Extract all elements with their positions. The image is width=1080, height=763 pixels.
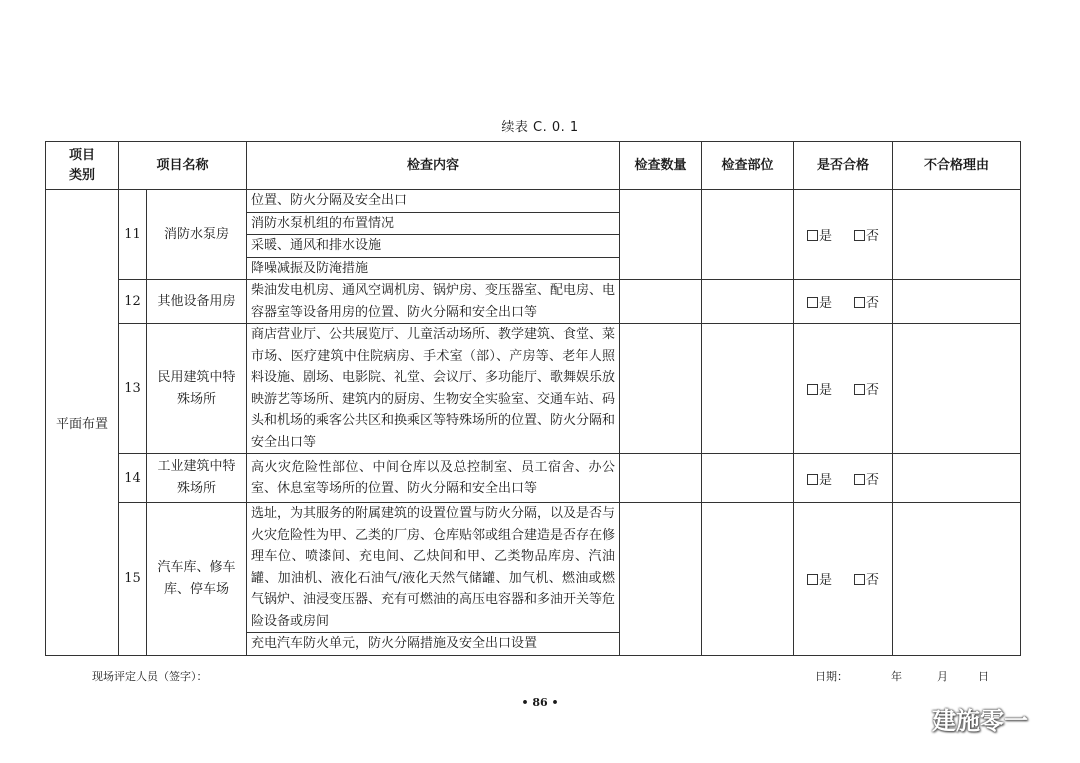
checkbox-icon[interactable] xyxy=(807,384,818,395)
pass-no-label: 否 xyxy=(866,383,880,398)
item-name: 汽车库、修车库、停车场 xyxy=(147,503,247,656)
quantity-cell[interactable] xyxy=(620,190,702,280)
check-content: 充电汽车防火单元，防火分隔措施及安全出口设置 xyxy=(247,633,620,656)
reason-cell[interactable] xyxy=(893,280,1021,324)
pass-no-option[interactable] xyxy=(854,379,879,398)
pass-yes-option[interactable] xyxy=(807,569,832,588)
checkbox-icon[interactable] xyxy=(854,297,865,308)
header-row xyxy=(46,142,1021,190)
table-row xyxy=(46,190,1021,213)
item-name: 消防水泵房 xyxy=(147,190,247,280)
check-content: 降噪减振及防淹措施 xyxy=(247,257,620,280)
inspection-table xyxy=(45,141,1021,656)
table-row xyxy=(46,280,1021,324)
location-cell[interactable] xyxy=(702,503,794,656)
item-number: 11 xyxy=(119,190,147,280)
pass-no-label: 否 xyxy=(866,573,880,589)
pass-no-option[interactable] xyxy=(854,225,879,244)
table-row xyxy=(46,454,1021,503)
wechat-icon xyxy=(898,709,928,735)
pass-cell xyxy=(794,324,893,454)
item-number: 15 xyxy=(119,503,147,656)
item-number: 14 xyxy=(119,454,147,503)
checkbox-icon[interactable] xyxy=(807,574,818,585)
quantity-cell[interactable] xyxy=(620,454,702,503)
check-content: 消防水泵机组的布置情况 xyxy=(247,212,620,235)
header-content: 检查内容 xyxy=(247,142,620,190)
pass-no-label: 否 xyxy=(866,229,880,244)
check-content: 商店营业厅、公共展览厅、儿童活动场所、教学建筑、食堂、菜市场、医疗建筑中住院病房、手术室（部）、产房等、老年人照料设施、剧场、电影院、礼堂、会议厅、多功能厅、歌舞娱乐放映游艺等场所、建筑内的厨房、生物安全实验室、交通车站、码头和机场的乘客公共区和换乘区等特殊场所的位置、防火分隔和安全出口等 xyxy=(247,324,620,454)
quantity-cell[interactable] xyxy=(620,503,702,656)
header-reason: 不合格理由 xyxy=(893,142,1021,190)
pass-yes-label: 是 xyxy=(819,296,833,311)
pass-cell xyxy=(794,503,893,656)
check-content: 采暖、通风和排水设施 xyxy=(247,235,620,258)
check-content: 位置、防火分隔及安全出口 xyxy=(247,190,620,213)
date-month: 月 xyxy=(937,670,948,683)
date-year: 年 xyxy=(891,670,902,683)
checkbox-icon[interactable] xyxy=(854,474,865,485)
checkbox-icon[interactable] xyxy=(807,230,818,241)
header-quantity: 检查数量 xyxy=(620,142,702,190)
checkbox-icon[interactable] xyxy=(854,230,865,241)
table-caption: 续表 C. 0. 1 xyxy=(501,120,579,135)
header-category xyxy=(46,142,119,190)
pass-no-option[interactable] xyxy=(854,469,879,488)
header-pass: 是否合格 xyxy=(794,142,893,190)
item-name: 工业建筑中特殊场所 xyxy=(147,454,247,503)
category-cell: 平面布置 xyxy=(46,190,119,656)
item-name: 民用建筑中特殊场所 xyxy=(147,324,247,454)
check-content: 柴油发电机房、通风空调机房、锅炉房、变压器室、配电房、电容器室等设备用房的位置、防火分隔和安全出口等 xyxy=(247,280,620,324)
header-category-line2: 类别 xyxy=(68,167,95,183)
location-cell[interactable] xyxy=(702,324,794,454)
pass-no-label: 否 xyxy=(866,472,880,488)
pass-yes-option[interactable] xyxy=(807,292,832,311)
reason-cell[interactable] xyxy=(893,503,1021,656)
watermark xyxy=(898,701,1028,736)
location-cell[interactable] xyxy=(702,454,794,503)
table-row xyxy=(46,503,1021,633)
checkbox-icon[interactable] xyxy=(807,474,818,485)
quantity-cell[interactable] xyxy=(620,324,702,454)
table-row xyxy=(46,324,1021,454)
checkbox-icon[interactable] xyxy=(854,384,865,395)
pass-no-option[interactable] xyxy=(854,569,879,588)
date-day: 日 xyxy=(978,670,989,683)
pass-yes-label: 是 xyxy=(819,383,833,398)
header-category-line1: 项目 xyxy=(68,147,95,163)
pass-yes-label: 是 xyxy=(819,229,833,244)
header-name: 项目名称 xyxy=(119,142,247,190)
page-number: • 86 • xyxy=(521,696,559,709)
location-cell[interactable] xyxy=(702,280,794,324)
check-content: 高火灾危险性部位、中间仓库以及总控制室、员工宿舍、办公室、休息室等场所的位置、防火分隔和安全出口等 xyxy=(247,454,620,503)
reason-cell[interactable] xyxy=(893,324,1021,454)
pass-yes-option[interactable] xyxy=(807,379,832,398)
item-number: 12 xyxy=(119,280,147,324)
pass-no-option[interactable] xyxy=(854,292,879,311)
pass-cell xyxy=(794,190,893,280)
header-location: 检查部位 xyxy=(702,142,794,190)
pass-cell xyxy=(794,454,893,503)
location-cell[interactable] xyxy=(702,190,794,280)
reason-cell[interactable] xyxy=(893,454,1021,503)
checkbox-icon[interactable] xyxy=(854,574,865,585)
pass-yes-label: 是 xyxy=(819,472,833,488)
pass-cell xyxy=(794,280,893,324)
inspector-signature-label: 现场评定人员（签字）： xyxy=(92,670,208,683)
check-content: 选址，为其服务的附属建筑的设置位置与防火分隔，以及是否与火灾危险性为甲、乙类的厂房、仓库贴邻或组合建造是否存在修理车位、喷漆间、充电间、乙炔间和甲、乙类物品库房、汽油罐、加油机、液化石油气/液化天然气储罐、加气机、燃油或燃气锅炉、油浸变压器、充有可燃油的高压电容器和多油开关等危险设备或房间 xyxy=(247,503,620,633)
reason-cell[interactable] xyxy=(893,190,1021,280)
quantity-cell[interactable] xyxy=(620,280,702,324)
date-label: 日期： xyxy=(815,670,848,683)
pass-no-label: 否 xyxy=(866,296,880,311)
pass-yes-option[interactable] xyxy=(807,225,832,244)
pass-yes-option[interactable] xyxy=(807,469,832,488)
item-name: 其他设备用房 xyxy=(147,280,247,324)
watermark-text: 建施零一 xyxy=(932,707,1028,735)
item-number: 13 xyxy=(119,324,147,454)
checkbox-icon[interactable] xyxy=(807,297,818,308)
pass-yes-label: 是 xyxy=(819,573,833,589)
